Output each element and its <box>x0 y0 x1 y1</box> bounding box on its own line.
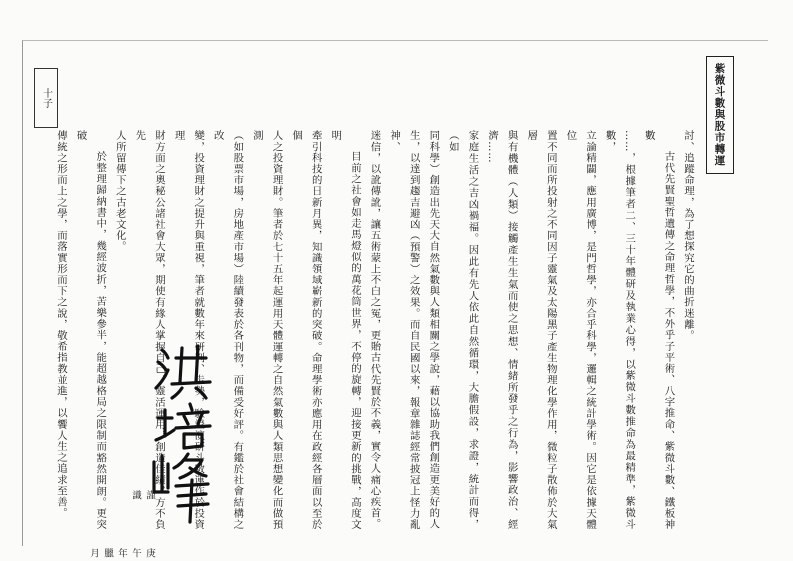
text-column: 同科學）創造出先天大自然氣數與人類相關之學說，藉以協助我們創造更美好的人 <box>427 130 440 530</box>
text-column: 家庭生活之吉凶禍福。因此有先人依此自然循環，大膽假設，求證，統計而得，（如 <box>446 130 479 530</box>
text-column: 立論精闢，應用廣博，是門哲學，亦合乎科學，邏輯之統計學術。因它是依據天體位 <box>564 130 597 530</box>
book-title-box: 紫微斗數與股市轉運 <box>706 56 734 174</box>
signature-meta <box>88 430 156 559</box>
text-column: 牽引科技的日新月異，知識領域嶄新的突破。命理學術亦應用在政經各層面以至於個 <box>290 130 322 530</box>
text-column: 置不同而所投射之不同因子靈氣及太陽黑子產生物理化學作用，微粒子散佈於大氣層 <box>525 130 557 530</box>
text-column: 討、追蹤命理，為了想探究它的曲折迷離。 <box>682 130 694 341</box>
text-column: ……，根據筆者二、三十年體研及執業心得，以紫微斗數推命為最精準，紫微斗數， <box>603 130 636 530</box>
text-column: 古代先賢聖哲遺傳之命理哲學，不外乎子平術、八字推命、紫微斗數、鐵板神數 <box>642 130 675 530</box>
signature-date: 庚午年臘月 <box>88 547 155 559</box>
page-side-tab: 十子 <box>34 68 58 128</box>
text-column: 人之投資理財。筆者於七十五年起運用天體運轉之自然氣數與人類思想變化而做預測 <box>250 130 283 530</box>
text-column: 財方面之奧秘公諸社會大眾，期使有緣人掌握自己，靈活運用，創造佳績，方不負先 <box>133 130 165 530</box>
text-column: 目前之社會如走馬燈似的萬花筒世界，不停的旋轉，迎接更新的挑戰，高度文明 <box>329 130 361 530</box>
text-column: 生，以達到趨吉避凶（預警）之效果。而自民國以來，報章雜誌經常披冠上怪力亂神、 <box>388 130 420 530</box>
text-column: 變，投資理財之提升與重視，筆者就數年來研判、走勢，驗證演研斗數運作於投資理 <box>172 130 205 530</box>
text-column: （如股票市場，房地產市場）陸續發表於各刊物，而備受好評。有鑑於社會結構之改 <box>211 130 244 530</box>
text-column: 與有機體（人類）接觸產生生氣而使之思想、情緒所發乎之行為，影響政治、經濟…… <box>486 130 518 530</box>
signature-suffix: 謹識 <box>130 490 155 502</box>
text-column: 傳統之形而上之學，而落實形而下之說，敬希指教並進，以饗人生之追求至善。 <box>55 130 67 519</box>
text-column: 於整理歸納書中，幾經波折，苦樂參半，能超越格局之限制而豁然開朗。更突破 <box>74 130 107 530</box>
text-column: 迷信，以訛傳訛，讓五術蒙上不白之冤，更貽古代先賢於不義，實令人痛心疾首。 <box>368 130 381 530</box>
text-column: 人所留傳下之古老文化。 <box>113 130 126 253</box>
